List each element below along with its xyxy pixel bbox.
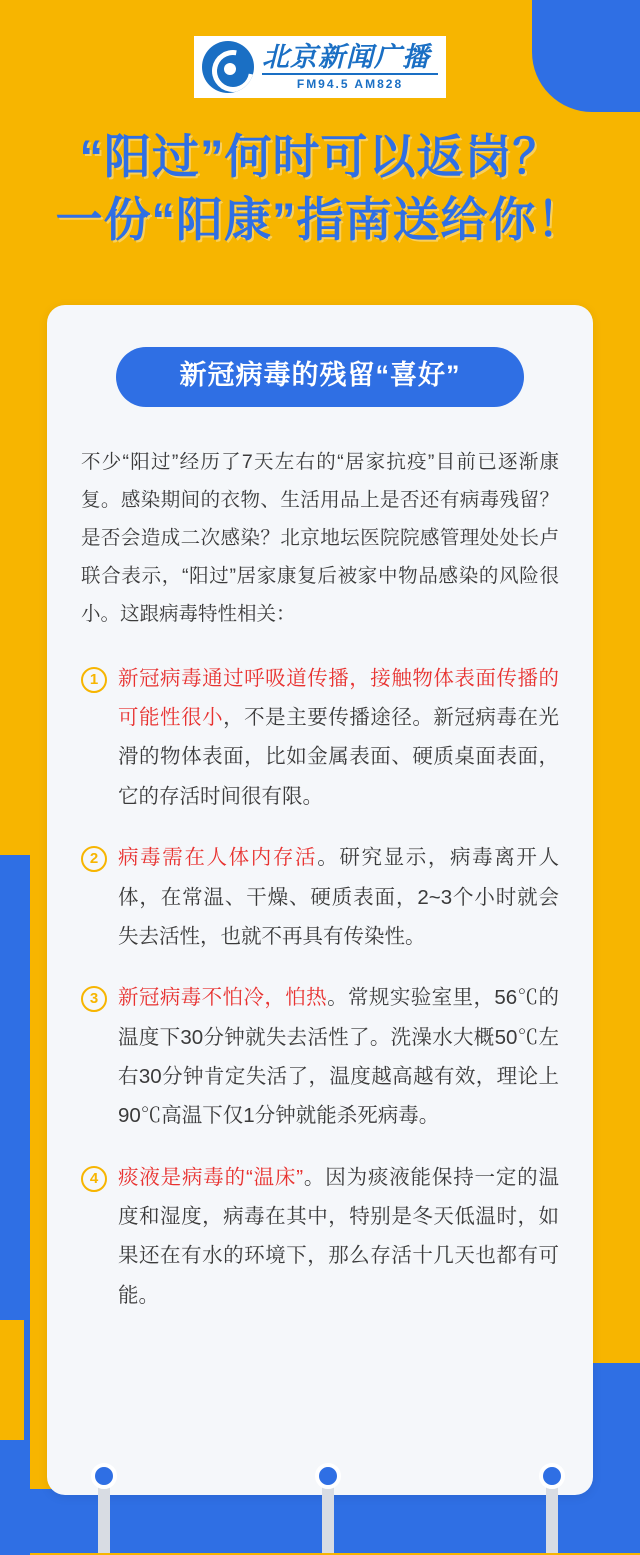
list-item-text [118,838,559,956]
decor-stand-pin [546,1485,558,1553]
decor-strip-left [0,855,30,1555]
list-item [81,659,559,816]
station-logo [194,36,446,98]
decor-stands [0,1463,640,1553]
station-name: 北京新闻广播 [262,41,430,72]
list-item [81,838,559,956]
radio-wave-logo-icon [202,41,254,93]
numbered-list [81,659,559,1315]
list-item-number: 4 [81,1166,107,1192]
list-item-highlight: 病毒需在人体内存活 [118,846,318,870]
list-item-rest: 。常规实验室里，56℃的温度下30分钟就失去活性了。洗澡水大概50℃左右30分钟肯定失活了，温度越高越有效，理论上90℃高温下仅1分钟就能杀死病毒。 [118,986,559,1128]
content-card [47,305,593,1495]
list-item-rest: ，不是主要传播途径。新冠病毒在光滑的物体表面，比如金属表面、硬质桌面表面，它的存活时间很有限。 [118,706,559,808]
list-item-text [118,659,559,816]
list-item [81,1158,559,1315]
decor-notch-left [0,1320,24,1440]
decor-corner-top-right [532,0,640,112]
decor-stand-pin [322,1485,334,1553]
section-title-badge: 新冠病毒的残留“喜好” [116,347,524,407]
list-item [81,978,559,1135]
list-item-number: 2 [81,846,107,872]
headline-line-1: “阳过”何时可以返岗？ [79,130,561,183]
list-item-text [118,978,559,1135]
station-frequencies: FM94.5 AM828 [262,73,438,91]
page-title [0,125,640,252]
list-item-rest: 。因为痰液能保持一定的温度和湿度，病毒在其中，特别是冬天低温时，如果还在有水的环境下，那么存活十几天也都有可能。 [118,1165,560,1307]
list-item-highlight: 新冠病毒不怕冷，怕热 [118,986,328,1010]
list-item-number: 1 [81,667,107,693]
logo-text-block [262,43,438,91]
list-item-text [118,1158,559,1315]
list-item-number: 3 [81,986,107,1012]
list-item-highlight: 痰液是病毒的“温床” [118,1165,304,1189]
intro-paragraph: 不少“阳过”经历了7天左右的“居家抗疫”目前已逐渐康复。感染期间的衣物、生活用品上是否还有病毒残留？是否会造成二次感染？北京地坛医院院感管理处处长卢联合表示，“阳过”居家康复后被家中物品感染的风险很小。这跟病毒特性相关： [81,450,559,625]
list-item-rest: 。研究显示，病毒离开人体，在常温、干燥、硬质表面，2~3个小时就会失去活性，也就不再具有传染性。 [118,846,560,948]
headline-line-2: 一份“阳康”指南送给你！ [55,193,585,247]
decor-stand-pin [98,1485,110,1553]
list-item-highlight: 新冠病毒通过呼吸道传播，接触物体表面传播的可能性很小 [118,666,559,730]
